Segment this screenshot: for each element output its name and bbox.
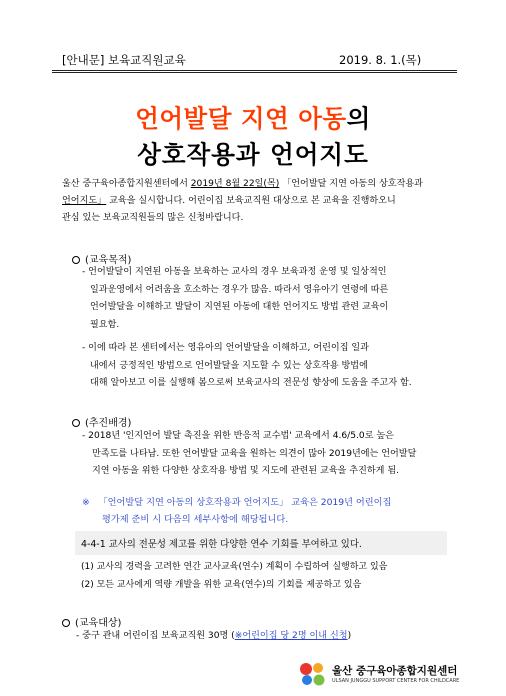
- intro-line-1: 울산 중구육아종합지원센터에서 2019년 8월 22일(목) 「언어발달 지연 아동의 상호작용과: [62, 179, 423, 189]
- document-category: [안내문] 보육교직원교육: [62, 53, 186, 67]
- criteria-heading: 4-4-1 교사의 전문성 제고를 위한 다양한 연수 기회를 부여하고 있다.: [81, 539, 362, 550]
- section-background-heading: (추진배경): [72, 414, 131, 429]
- circle-bullet-icon: [72, 419, 80, 427]
- criteria-item: (2) 모든 교사에게 역량 개발을 위한 교육(연수)의 기회를 제공하고 있음: [81, 580, 362, 590]
- criteria-heading-box: [75, 531, 447, 555]
- section-target-heading: (교육대상): [62, 614, 121, 629]
- logo-dot-red: [300, 663, 312, 675]
- intro-event-date: 2019년 8월 22일(목): [190, 179, 280, 189]
- logo-dot-green: [314, 675, 325, 686]
- criteria-item: (1) 교사의 경력을 고려한 연간 교사교육(연수) 계획이 수립하여 실행하고 있음: [81, 562, 388, 572]
- evaluation-note: ※ 「언어발달 지연 아동의 상호작용과 언어지도」 교육은 2019년 어린이집 평가제 준비 시 다음의 세부사항에 해당됩니다.: [82, 497, 392, 525]
- title-line-2: 상호작용과 언어지도: [137, 140, 369, 169]
- title-highlight: 언어발달 지연 아동: [135, 104, 347, 133]
- logo-dot-yellow: [313, 663, 323, 673]
- center-logo-subtitle: ULSAN JUNGGU SUPPORT CENTER FOR CHILDCARE: [332, 678, 460, 684]
- document-date: 2019. 8. 1.(목): [339, 53, 422, 67]
- purpose-para-1: - 언어발달이 지연된 아동을 보육하는 교사의 경우 보육과정 운영 및 일상적인 일과운영에서 어려움을 호소하는 경우가 많음. 따라서 영유아기 연령에 따른 언어발달을 이해하고 발달이 지연된 아동에 대한 언어지도 방법 관련 교육이 필요함.: [82, 267, 389, 330]
- section-purpose-heading: (교육목적): [72, 251, 131, 266]
- center-logo: [298, 659, 458, 689]
- target-line: - 중구 관내 어린이집 보육교직원 30명 (※어린이집 당 2명 이내 신청): [76, 631, 352, 641]
- header-rule-bottom: [52, 72, 457, 73]
- title-suffix: 의: [346, 104, 371, 133]
- circle-bullet-icon: [62, 619, 70, 627]
- criteria-items: [81, 558, 387, 594]
- target-limit-highlight: ※어린이집 당 2명 이내 신청: [234, 631, 348, 641]
- intro-course-title: 언어지도」: [62, 196, 107, 206]
- header-rule-top: [52, 70, 457, 71]
- purpose-para-2: - 이에 따라 본 센터에서는 영유아의 언어발달을 이해하고, 어린이집 일과 내에서 긍정적인 방법으로 언어발달을 지도할 수 있는 상호작용 방법에 대해 알아보고 이를 실행해 봄으로써 보육교사의 전문성 향상에 도움을 주고자 함.: [82, 343, 412, 388]
- center-logo-icon: [298, 661, 328, 687]
- intro-line-2: 언어지도」 교육을 실시합니다. 어린이집 보육교직원 대상으로 본 교육을 진행하오니: [62, 196, 396, 206]
- intro-line-3: 관심 있는 보육교직원들의 많은 신청바랍니다.: [62, 213, 244, 223]
- center-logo-name: 울산 중구육아종합지원센터: [332, 665, 458, 677]
- logo-dot-blue: [302, 675, 312, 685]
- title-line-1: [0, 100, 506, 135]
- background-para: - 2018년 '인지언어 발달 촉진을 위한 반응적 교수법' 교육에서 4.6/5.0로 높은 만족도를 나타남. 또한 언어발달 교육을 원하는 의견이 많아 2019년에는 언어발달 지연 아동을 위한 다양한 상호작용 방법 및 지도에 관련된 교육을 추진하게 됨.: [82, 431, 417, 476]
- reference-mark: ※: [82, 497, 90, 508]
- circle-bullet-icon: [72, 256, 80, 264]
